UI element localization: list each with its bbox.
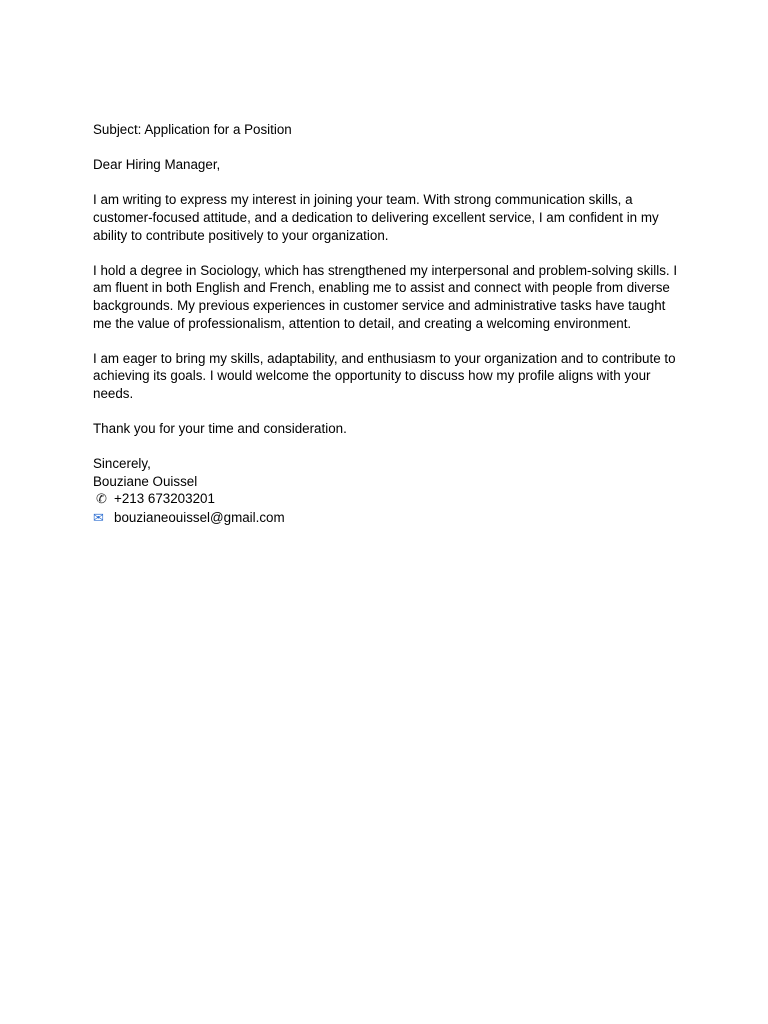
email-address: bouzianeouissel@gmail.com	[114, 510, 285, 526]
telephone-icon: ✆	[96, 492, 107, 508]
phone-line	[93, 490, 678, 509]
cover-letter	[93, 121, 678, 528]
envelope-icon: ✉	[93, 511, 104, 527]
letter-paragraph-1: I am writing to express my interest in joining your team. With strong communication skills, a customer-focused attitude, and a dedication to delivering excellent service, I am confident in my ability to contribute positively to your organization.	[93, 192, 659, 243]
letter-paragraph-2: I hold a degree in Sociology, which has strengthened my interpersonal and problem-solving skills. I am fluent in both English and French, enabling me to assist and connect with people from diverse backgrounds. My previous experiences in customer service and administrative tasks have taught me the value of professionalism, attention to detail, and creating a welcoming environment.	[93, 262, 678, 331]
letter-thanks: Thank you for your time and consideration.	[93, 421, 347, 437]
letter-salutation: Dear Hiring Manager,	[93, 157, 221, 173]
letter-subject: Subject: Application for a Position	[93, 122, 292, 137]
phone-number: +213 673203201	[114, 491, 215, 507]
letter-closing: Sincerely,	[93, 456, 151, 472]
email-line	[93, 509, 678, 528]
letter-paragraph-3: I am eager to bring my skills, adaptability, and enthusiasm to your organization and to contribute to achieving its goals. I would welcome the opportunity to discuss how my profile aligns with your needs.	[93, 350, 676, 401]
signature-name: Bouziane Ouissel	[93, 473, 198, 489]
